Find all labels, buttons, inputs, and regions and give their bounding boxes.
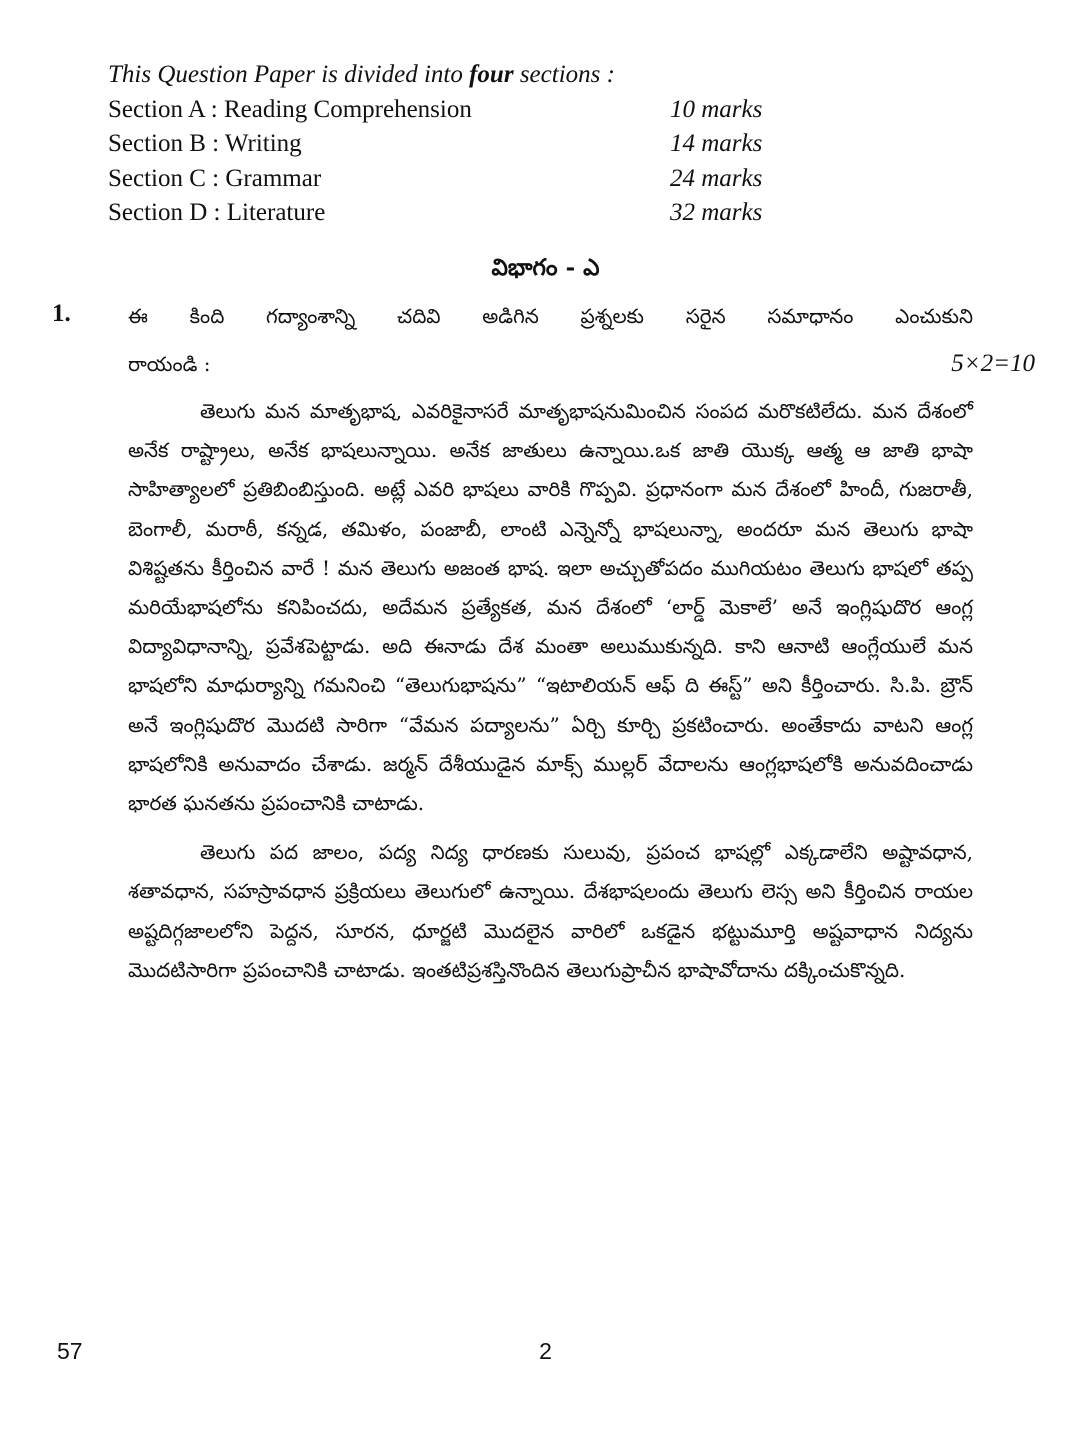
section-name: Section A : Reading Comprehension	[108, 95, 472, 123]
passage-paragraph: తెలుగు మన మాతృభాష, ఎవరికైనాసరే మాతృభాషనుమించిన సంపద మరొకటిలేదు. మన దేశంలో అనేక రాష్ట్రాలు, అనేక భాషలున్నాయి. అనేక జాతులు ఉన్నాయి.ఒక జాతి యొక్క ఆత్మ ఆ జాతి భాషా సాహిత్యాలలో ప్రతిబింబిస్తుంది. అట్లే ఎవరి భాషలు వారికి గొప్పవి. ప్రధానంగా మన దేశంలో హిందీ, గుజరాతీ, బెంగాలీ, మరాఠీ, కన్నడ, తమిళం, పంజాబీ, లాంటి ఎన్నెన్నో భాషలున్నా, అందరూ మన తెలుగు భాషా విశిష్టతను కీర్తించిన వారే ! మన తెలుగు అజంత భాష. ఇలా అచ్చుతోపదం ముగియటం తెలుగు భాషలో తప్ప మరియేభాషలోను కనిపించదు, అదేమన ప్రత్యేకత, మన దేశంలో ‘లార్డ్ మెకాలే’ అనే ఇంగ్లిషుదొర ఆంగ్ల విద్యావిధానాన్ని, ప్రవేశపెట్టాడు. అది ఈనాడు దేశ మంతా అలుముకున్నది. కాని ఆనాటి ఆంగ్లేయులే మన భాషలోని మాధుర్యాన్ని గమనించి “తెలుగుభాషను” “ఇటాలియన్ ఆఫ్ ది ఈస్ట్” అని కీర్తించారు. సి.పి. బ్రౌన్ అనే ఇంగ్లిషుదొర మొదటి సారిగా “వేమన పద్యాలను” ఏర్చి కూర్చి ప్రకటించారు. అంతేకాదు వాటని ఆంగ్ల భాషలోనికి అనువాదం చేశాడు. జర్మన్ దేశీయుడైన మాక్స్ ముల్లర్ వేదాలను ఆంగ్లభాషలోకి అనువదించాడు భారత ఘనతను ప్రపంచానికి చాటాడు.	[128, 399, 973, 816]
section-marks: 10 marks	[670, 95, 763, 123]
question-text-line1: ఈ కింది గద్యాంశాన్ని చదివి అడిగిన ప్రశ్నలకు సరైన సమాధానం ఎంచుకుని	[128, 304, 973, 328]
section-marks: 14 marks	[670, 130, 763, 157]
section-name: Section D : Literature	[108, 199, 326, 226]
section-name: Section C : Grammar	[108, 164, 322, 192]
section-row	[108, 127, 808, 162]
question-text-line2: రాయండి :	[128, 352, 211, 376]
section-row	[108, 196, 808, 231]
section-row	[108, 93, 808, 128]
section-marks: 32 marks	[670, 199, 763, 226]
section-row	[108, 162, 808, 197]
section-heading: విభాగం - ఎ	[491, 254, 600, 281]
section-name: Section B : Writing	[108, 130, 302, 157]
intro-line	[108, 58, 808, 93]
passage	[128, 392, 973, 990]
question-marks: 5×2=10	[951, 350, 1035, 377]
paper-code: 57	[57, 1338, 83, 1364]
passage-paragraph: తెలుగు పద జాలం, పద్య నిద్య ధారణకు సులువు, ప్రపంచ భాషల్లో ఎక్కడాలేని అష్టావధాన, శతావధాన, సహస్రావధాన ప్రక్రియలు తెలుగులో ఉన్నాయి. దేశభాషలందు తెలుగు లెస్స అని కీర్తించిన రాయల అష్టదిగ్గజాలలోని పెద్దన, సూరన, ధూర్జటి మొదలైన వారిలో ఒకడైన భట్టుమూర్తి అష్టవాధాన నిద్యను మొదటిసారిగా ప్రపంచానికి చాటాడు. ఇంతటిప్రశస్తినొందిన తెలుగుప్రాచీన భాషావోదాను దక్కించుకొన్నది.	[128, 840, 973, 982]
intro-text: This Question Paper is divided into four sections :	[108, 61, 615, 88]
intro-emphasis: four	[469, 61, 514, 88]
page-number: 2	[539, 1338, 552, 1364]
intro-block	[108, 58, 808, 231]
section-marks: 24 marks	[670, 164, 763, 192]
question-number: 1.	[52, 300, 71, 327]
